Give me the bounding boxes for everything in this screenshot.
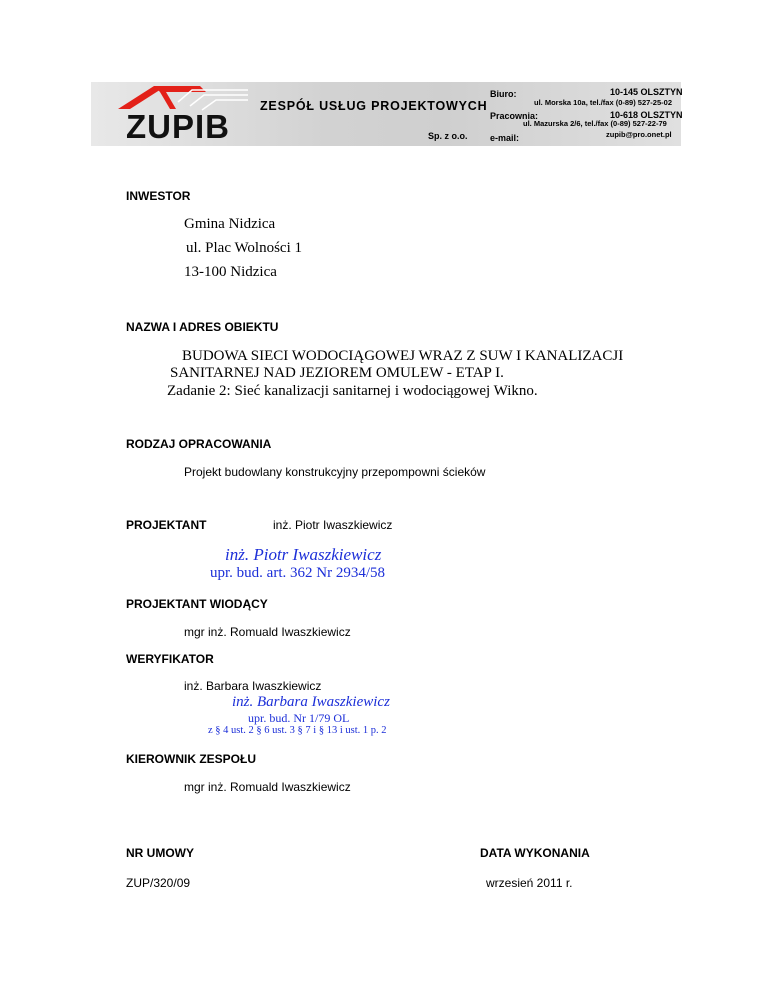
- investor-heading: INWESTOR: [126, 189, 191, 203]
- object-line-3: Zadanie 2: Sieć kanalizacji sanitarnej i wodociągowej Wikno.: [167, 383, 538, 399]
- workshop-label: Pracownia:: [490, 111, 539, 121]
- object-line-1: BUDOWA SIECI WODOCIĄGOWEJ WRAZ Z SUW I KANALIZACJI: [182, 348, 624, 364]
- investor-city: 13-100 Nidzica: [184, 264, 277, 280]
- verifier-heading: WERYFIKATOR: [126, 652, 214, 666]
- office-city: 10-145 OLSZTYN: [610, 87, 683, 97]
- study-type-heading: RODZAJ OPRACOWANIA: [126, 437, 272, 451]
- workshop-address: ul. Mazurska 2/6, tel./fax (0-89) 527-22-79: [523, 119, 667, 128]
- team-lead-name: mgr inż. Romuald Iwaszkiewicz: [184, 780, 351, 794]
- object-line-2: SANITARNEJ NAD JEZIOREM OMULEW - ETAP I.: [170, 365, 504, 381]
- lead-designer-name: mgr inż. Romuald Iwaszkiewicz: [184, 625, 351, 639]
- designer-heading: PROJEKTANT: [126, 518, 207, 532]
- contract-heading: NR UMOWY: [126, 846, 194, 860]
- investor-name: Gmina Nidzica: [184, 216, 276, 232]
- verifier-stamp-name: inż. Barbara Iwaszkiewicz: [232, 694, 390, 710]
- investor-street: ul. Plac Wolności 1: [186, 240, 303, 256]
- contract-number: ZUP/320/09: [126, 876, 191, 890]
- logo-text: ZUPIB: [126, 108, 230, 145]
- email-address[interactable]: zupib@pro.onet.pl: [606, 130, 672, 139]
- email-label: e-mail:: [490, 133, 520, 143]
- verifier-stamp-license: upr. bud. Nr 1/79 OL: [248, 711, 350, 725]
- lead-designer-heading: PROJEKTANT WIODĄCY: [126, 597, 268, 611]
- date-heading: DATA WYKONANIA: [480, 846, 590, 860]
- workshop-city: 10-618 OLSZTYN: [610, 110, 683, 120]
- company-form: Sp. z o.o.: [428, 131, 468, 141]
- office-label: Biuro:: [490, 89, 517, 99]
- object-heading: NAZWA I ADRES OBIEKTU: [126, 320, 279, 334]
- verifier-name: inż. Barbara Iwaszkiewicz: [184, 679, 322, 693]
- office-address: ul. Morska 10a, tel./fax (0-89) 527-25-02: [534, 98, 672, 107]
- designer-name: inż. Piotr Iwaszkiewicz: [273, 518, 393, 532]
- completion-date: wrzesień 2011 r.: [486, 876, 573, 890]
- company-name: ZESPÓŁ USŁUG PROJEKTOWYCH: [260, 99, 488, 113]
- designer-stamp-license: upr. bud. art. 362 Nr 2934/58: [210, 565, 385, 581]
- verifier-stamp-basis: z § 4 ust. 2 § 6 ust. 3 § 7 i § 13 i ust. 1 p. 2: [208, 725, 387, 736]
- team-lead-heading: KIEROWNIK ZESPOŁU: [126, 752, 257, 766]
- designer-stamp-name: inż. Piotr Iwaszkiewicz: [225, 545, 382, 564]
- study-type-value: Projekt budowlany konstrukcyjny przepompowni ścieków: [184, 465, 486, 479]
